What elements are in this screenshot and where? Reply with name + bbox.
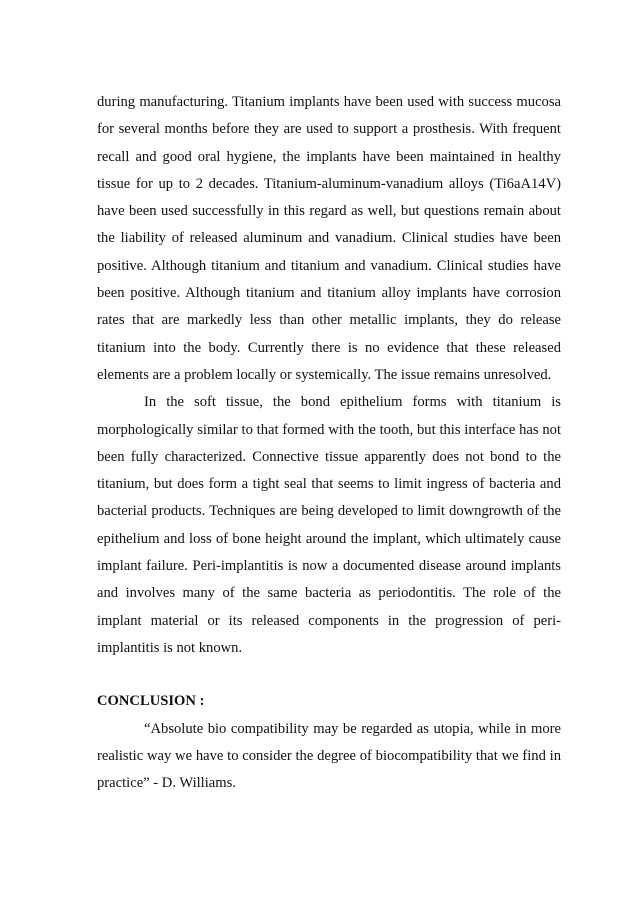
body-paragraph-2: In the soft tissue, the bond epithelium forms with titanium is morphologically similar to that formed with the tooth, but this interface has not been fully characterized. Connective tissue apparently does not bond to the titanium, but does form a tight seal that seems to limit ingress of bacteria and bacterial products. Techniques are being developed to limit downgrowth of the epithelium and loss of bone height around the implant, which ultimately cause implant failure. Peri-implantitis is now a documented disease around implants and involves many of the same bacteria as periodontitis. The role of the implant material or its released components in the progression of peri-implantitis is not known. (97, 394, 561, 656)
conclusion-quote: “Absolute bio compatibility may be regarded as utopia, while in more realistic way we have to consider the degree of biocompatibility that we find in practice” - D. Williams. (97, 720, 561, 792)
document-body (97, 89, 561, 797)
body-paragraph-1: during manufacturing. Titanium implants have been used with success mucosa for several months before they are used to support a prosthesis. With frequent recall and good oral hygiene, the implants have been maintained in healthy tissue for up to 2 decades. Titanium-aluminum-vanadium alloys (Ti6aA14V) have been used successfully in this regard as well, but questions remain about the liability of released aluminum and vanadium. Clinical studies have been positive. Although titanium and titanium and vanadium. Clinical studies have been positive. Although titanium and titanium alloy implants have corrosion rates that are markedly less than other metallic implants, they do release titanium into the body. Currently there is no evidence that these released elements are a problem locally or systemically. The issue remains unresolved. (97, 94, 561, 383)
conclusion-heading: CONCLUSION : (97, 693, 205, 710)
